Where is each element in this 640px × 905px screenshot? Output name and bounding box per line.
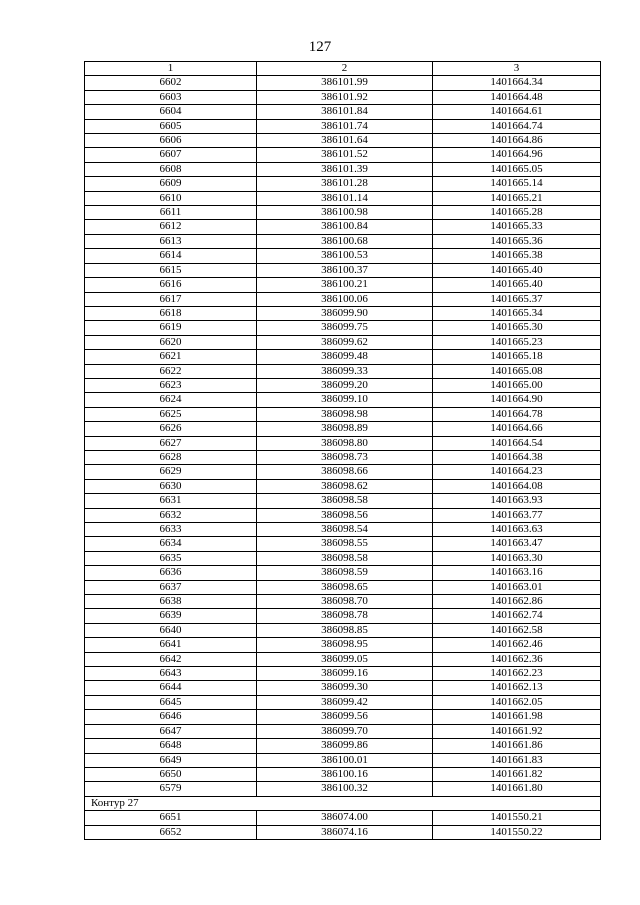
point-number-cell: 6579 (85, 782, 257, 796)
point-number-cell: 6637 (85, 580, 257, 594)
x-coordinate-cell: 386101.28 (257, 177, 433, 191)
point-number-cell: 6618 (85, 306, 257, 320)
point-number-cell: 6626 (85, 422, 257, 436)
table-row (85, 119, 601, 133)
y-coordinate-cell: 1401665.18 (433, 350, 601, 364)
table-row (85, 177, 601, 191)
table-row (85, 90, 601, 104)
point-number-cell: 6605 (85, 119, 257, 133)
y-coordinate-cell: 1401665.08 (433, 364, 601, 378)
y-coordinate-cell: 1401661.86 (433, 739, 601, 753)
x-coordinate-cell: 386098.89 (257, 422, 433, 436)
x-coordinate-cell: 386101.14 (257, 191, 433, 205)
table-row (85, 278, 601, 292)
x-coordinate-cell: 386100.68 (257, 234, 433, 248)
y-coordinate-cell: 1401664.86 (433, 134, 601, 148)
column-header-2: 2 (257, 62, 433, 76)
x-coordinate-cell: 386098.54 (257, 523, 433, 537)
table-row (85, 609, 601, 623)
y-coordinate-cell: 1401664.66 (433, 422, 601, 436)
point-number-cell: 6648 (85, 739, 257, 753)
y-coordinate-cell: 1401663.01 (433, 580, 601, 594)
x-coordinate-cell: 386098.73 (257, 450, 433, 464)
y-coordinate-cell: 1401664.08 (433, 479, 601, 493)
point-number-cell: 6646 (85, 710, 257, 724)
x-coordinate-cell: 386098.80 (257, 436, 433, 450)
y-coordinate-cell: 1401665.05 (433, 162, 601, 176)
y-coordinate-cell: 1401663.47 (433, 537, 601, 551)
table-row (85, 479, 601, 493)
table-row (85, 537, 601, 551)
y-coordinate-cell: 1401665.30 (433, 321, 601, 335)
table-row (85, 206, 601, 220)
column-header-1: 1 (85, 62, 257, 76)
x-coordinate-cell: 386098.85 (257, 623, 433, 637)
table-row (85, 465, 601, 479)
x-coordinate-cell: 386074.00 (257, 811, 433, 825)
x-coordinate-cell: 386100.98 (257, 206, 433, 220)
table-row (85, 422, 601, 436)
x-coordinate-cell: 386100.01 (257, 753, 433, 767)
y-coordinate-cell: 1401664.38 (433, 450, 601, 464)
point-number-cell: 6633 (85, 523, 257, 537)
table-row (85, 450, 601, 464)
x-coordinate-cell: 386101.84 (257, 105, 433, 119)
point-number-cell: 6634 (85, 537, 257, 551)
point-number-cell: 6631 (85, 494, 257, 508)
y-coordinate-cell: 1401665.33 (433, 220, 601, 234)
x-coordinate-cell: 386099.75 (257, 321, 433, 335)
table-header-row (85, 62, 601, 76)
y-coordinate-cell: 1401663.16 (433, 566, 601, 580)
x-coordinate-cell: 386101.39 (257, 162, 433, 176)
x-coordinate-cell: 386099.62 (257, 335, 433, 349)
table-row (85, 321, 601, 335)
table-row (85, 753, 601, 767)
table-row (85, 595, 601, 609)
point-number-cell: 6623 (85, 378, 257, 392)
point-number-cell: 6610 (85, 191, 257, 205)
table-row (85, 436, 601, 450)
y-coordinate-cell: 1401662.58 (433, 623, 601, 637)
point-number-cell: 6642 (85, 652, 257, 666)
x-coordinate-cell: 386098.59 (257, 566, 433, 580)
point-number-cell: 6625 (85, 407, 257, 421)
y-coordinate-cell: 1401665.14 (433, 177, 601, 191)
table-row (85, 681, 601, 695)
y-coordinate-cell: 1401665.40 (433, 263, 601, 277)
point-number-cell: 6643 (85, 667, 257, 681)
x-coordinate-cell: 386100.84 (257, 220, 433, 234)
table-row (85, 724, 601, 738)
table-row (85, 234, 601, 248)
table-row (85, 162, 601, 176)
x-coordinate-cell: 386101.64 (257, 134, 433, 148)
table-row (85, 710, 601, 724)
y-coordinate-cell: 1401665.00 (433, 378, 601, 392)
table-row (85, 378, 601, 392)
point-number-cell: 6627 (85, 436, 257, 450)
x-coordinate-cell: 386099.70 (257, 724, 433, 738)
point-number-cell: 6607 (85, 148, 257, 162)
section-row (85, 796, 601, 810)
y-coordinate-cell: 1401664.90 (433, 393, 601, 407)
y-coordinate-cell: 1401664.96 (433, 148, 601, 162)
point-number-cell: 6629 (85, 465, 257, 479)
y-coordinate-cell: 1401662.46 (433, 638, 601, 652)
table-row (85, 407, 601, 421)
x-coordinate-cell: 386100.32 (257, 782, 433, 796)
point-number-cell: 6636 (85, 566, 257, 580)
point-number-cell: 6614 (85, 249, 257, 263)
point-number-cell: 6640 (85, 623, 257, 637)
point-number-cell: 6619 (85, 321, 257, 335)
x-coordinate-cell: 386101.74 (257, 119, 433, 133)
table-row (85, 191, 601, 205)
table-row (85, 306, 601, 320)
x-coordinate-cell: 386074.16 (257, 825, 433, 839)
x-coordinate-cell: 386099.16 (257, 667, 433, 681)
table-body (85, 76, 601, 840)
table-row (85, 220, 601, 234)
y-coordinate-cell: 1401665.37 (433, 292, 601, 306)
table-row (85, 782, 601, 796)
y-coordinate-cell: 1401550.22 (433, 825, 601, 839)
table-row (85, 494, 601, 508)
point-number-cell: 6639 (85, 609, 257, 623)
y-coordinate-cell: 1401663.77 (433, 508, 601, 522)
y-coordinate-cell: 1401665.36 (433, 234, 601, 248)
x-coordinate-cell: 386100.06 (257, 292, 433, 306)
section-label: Контур 27 (85, 796, 601, 810)
point-number-cell: 6609 (85, 177, 257, 191)
point-number-cell: 6615 (85, 263, 257, 277)
y-coordinate-cell: 1401665.38 (433, 249, 601, 263)
page-number: 127 (308, 39, 332, 55)
point-number-cell: 6635 (85, 551, 257, 565)
table-row (85, 364, 601, 378)
point-number-cell: 6649 (85, 753, 257, 767)
y-coordinate-cell: 1401662.86 (433, 595, 601, 609)
point-number-cell: 6641 (85, 638, 257, 652)
point-number-cell: 6603 (85, 90, 257, 104)
table-row (85, 739, 601, 753)
y-coordinate-cell: 1401661.82 (433, 767, 601, 781)
table-row (85, 249, 601, 263)
point-number-cell: 6628 (85, 450, 257, 464)
coordinates-table (84, 61, 601, 840)
x-coordinate-cell: 386100.16 (257, 767, 433, 781)
point-number-cell: 6608 (85, 162, 257, 176)
point-number-cell: 6650 (85, 767, 257, 781)
table-row (85, 551, 601, 565)
y-coordinate-cell: 1401662.36 (433, 652, 601, 666)
x-coordinate-cell: 386098.66 (257, 465, 433, 479)
y-coordinate-cell: 1401665.28 (433, 206, 601, 220)
y-coordinate-cell: 1401664.61 (433, 105, 601, 119)
x-coordinate-cell: 386099.05 (257, 652, 433, 666)
y-coordinate-cell: 1401665.21 (433, 191, 601, 205)
table-row (85, 652, 601, 666)
table-row (85, 623, 601, 637)
x-coordinate-cell: 386099.86 (257, 739, 433, 753)
table-row (85, 393, 601, 407)
point-number-cell: 6644 (85, 681, 257, 695)
y-coordinate-cell: 1401661.83 (433, 753, 601, 767)
column-header-3: 3 (433, 62, 601, 76)
table-row (85, 695, 601, 709)
x-coordinate-cell: 386098.95 (257, 638, 433, 652)
point-number-cell: 6645 (85, 695, 257, 709)
table-row (85, 523, 601, 537)
y-coordinate-cell: 1401663.93 (433, 494, 601, 508)
point-number-cell: 6621 (85, 350, 257, 364)
y-coordinate-cell: 1401662.23 (433, 667, 601, 681)
y-coordinate-cell: 1401664.54 (433, 436, 601, 450)
point-number-cell: 6606 (85, 134, 257, 148)
table-row (85, 667, 601, 681)
y-coordinate-cell: 1401661.98 (433, 710, 601, 724)
x-coordinate-cell: 386098.70 (257, 595, 433, 609)
x-coordinate-cell: 386099.10 (257, 393, 433, 407)
table-row (85, 566, 601, 580)
point-number-cell: 6638 (85, 595, 257, 609)
point-number-cell: 6622 (85, 364, 257, 378)
x-coordinate-cell: 386100.21 (257, 278, 433, 292)
x-coordinate-cell: 386099.56 (257, 710, 433, 724)
table-row (85, 350, 601, 364)
table-row (85, 580, 601, 594)
y-coordinate-cell: 1401664.74 (433, 119, 601, 133)
table-row (85, 148, 601, 162)
y-coordinate-cell: 1401550.21 (433, 811, 601, 825)
point-number-cell: 6611 (85, 206, 257, 220)
x-coordinate-cell: 386098.78 (257, 609, 433, 623)
y-coordinate-cell: 1401665.40 (433, 278, 601, 292)
point-number-cell: 6647 (85, 724, 257, 738)
y-coordinate-cell: 1401662.74 (433, 609, 601, 623)
table-row (85, 105, 601, 119)
x-coordinate-cell: 386098.58 (257, 494, 433, 508)
table-row (85, 825, 601, 839)
x-coordinate-cell: 386099.42 (257, 695, 433, 709)
y-coordinate-cell: 1401663.30 (433, 551, 601, 565)
table-row (85, 263, 601, 277)
point-number-cell: 6632 (85, 508, 257, 522)
point-number-cell: 6604 (85, 105, 257, 119)
table-row (85, 508, 601, 522)
point-number-cell: 6616 (85, 278, 257, 292)
x-coordinate-cell: 386099.48 (257, 350, 433, 364)
x-coordinate-cell: 386100.37 (257, 263, 433, 277)
y-coordinate-cell: 1401664.78 (433, 407, 601, 421)
x-coordinate-cell: 386099.30 (257, 681, 433, 695)
table-row (85, 811, 601, 825)
x-coordinate-cell: 386100.53 (257, 249, 433, 263)
point-number-cell: 6630 (85, 479, 257, 493)
table-row (85, 335, 601, 349)
x-coordinate-cell: 386099.90 (257, 306, 433, 320)
y-coordinate-cell: 1401662.13 (433, 681, 601, 695)
x-coordinate-cell: 386098.62 (257, 479, 433, 493)
table-row (85, 292, 601, 306)
x-coordinate-cell: 386101.92 (257, 90, 433, 104)
x-coordinate-cell: 386098.65 (257, 580, 433, 594)
table-row (85, 76, 601, 90)
point-number-cell: 6617 (85, 292, 257, 306)
y-coordinate-cell: 1401662.05 (433, 695, 601, 709)
x-coordinate-cell: 386098.98 (257, 407, 433, 421)
point-number-cell: 6602 (85, 76, 257, 90)
table-row (85, 767, 601, 781)
x-coordinate-cell: 386101.52 (257, 148, 433, 162)
table-row (85, 134, 601, 148)
y-coordinate-cell: 1401665.23 (433, 335, 601, 349)
y-coordinate-cell: 1401664.34 (433, 76, 601, 90)
x-coordinate-cell: 386098.55 (257, 537, 433, 551)
point-number-cell: 6620 (85, 335, 257, 349)
x-coordinate-cell: 386098.58 (257, 551, 433, 565)
y-coordinate-cell: 1401664.48 (433, 90, 601, 104)
point-number-cell: 6624 (85, 393, 257, 407)
point-number-cell: 6613 (85, 234, 257, 248)
x-coordinate-cell: 386101.99 (257, 76, 433, 90)
y-coordinate-cell: 1401661.80 (433, 782, 601, 796)
table-row (85, 638, 601, 652)
y-coordinate-cell: 1401664.23 (433, 465, 601, 479)
point-number-cell: 6612 (85, 220, 257, 234)
x-coordinate-cell: 386099.33 (257, 364, 433, 378)
x-coordinate-cell: 386098.56 (257, 508, 433, 522)
point-number-cell: 6652 (85, 825, 257, 839)
y-coordinate-cell: 1401663.63 (433, 523, 601, 537)
x-coordinate-cell: 386099.20 (257, 378, 433, 392)
y-coordinate-cell: 1401665.34 (433, 306, 601, 320)
y-coordinate-cell: 1401661.92 (433, 724, 601, 738)
point-number-cell: 6651 (85, 811, 257, 825)
